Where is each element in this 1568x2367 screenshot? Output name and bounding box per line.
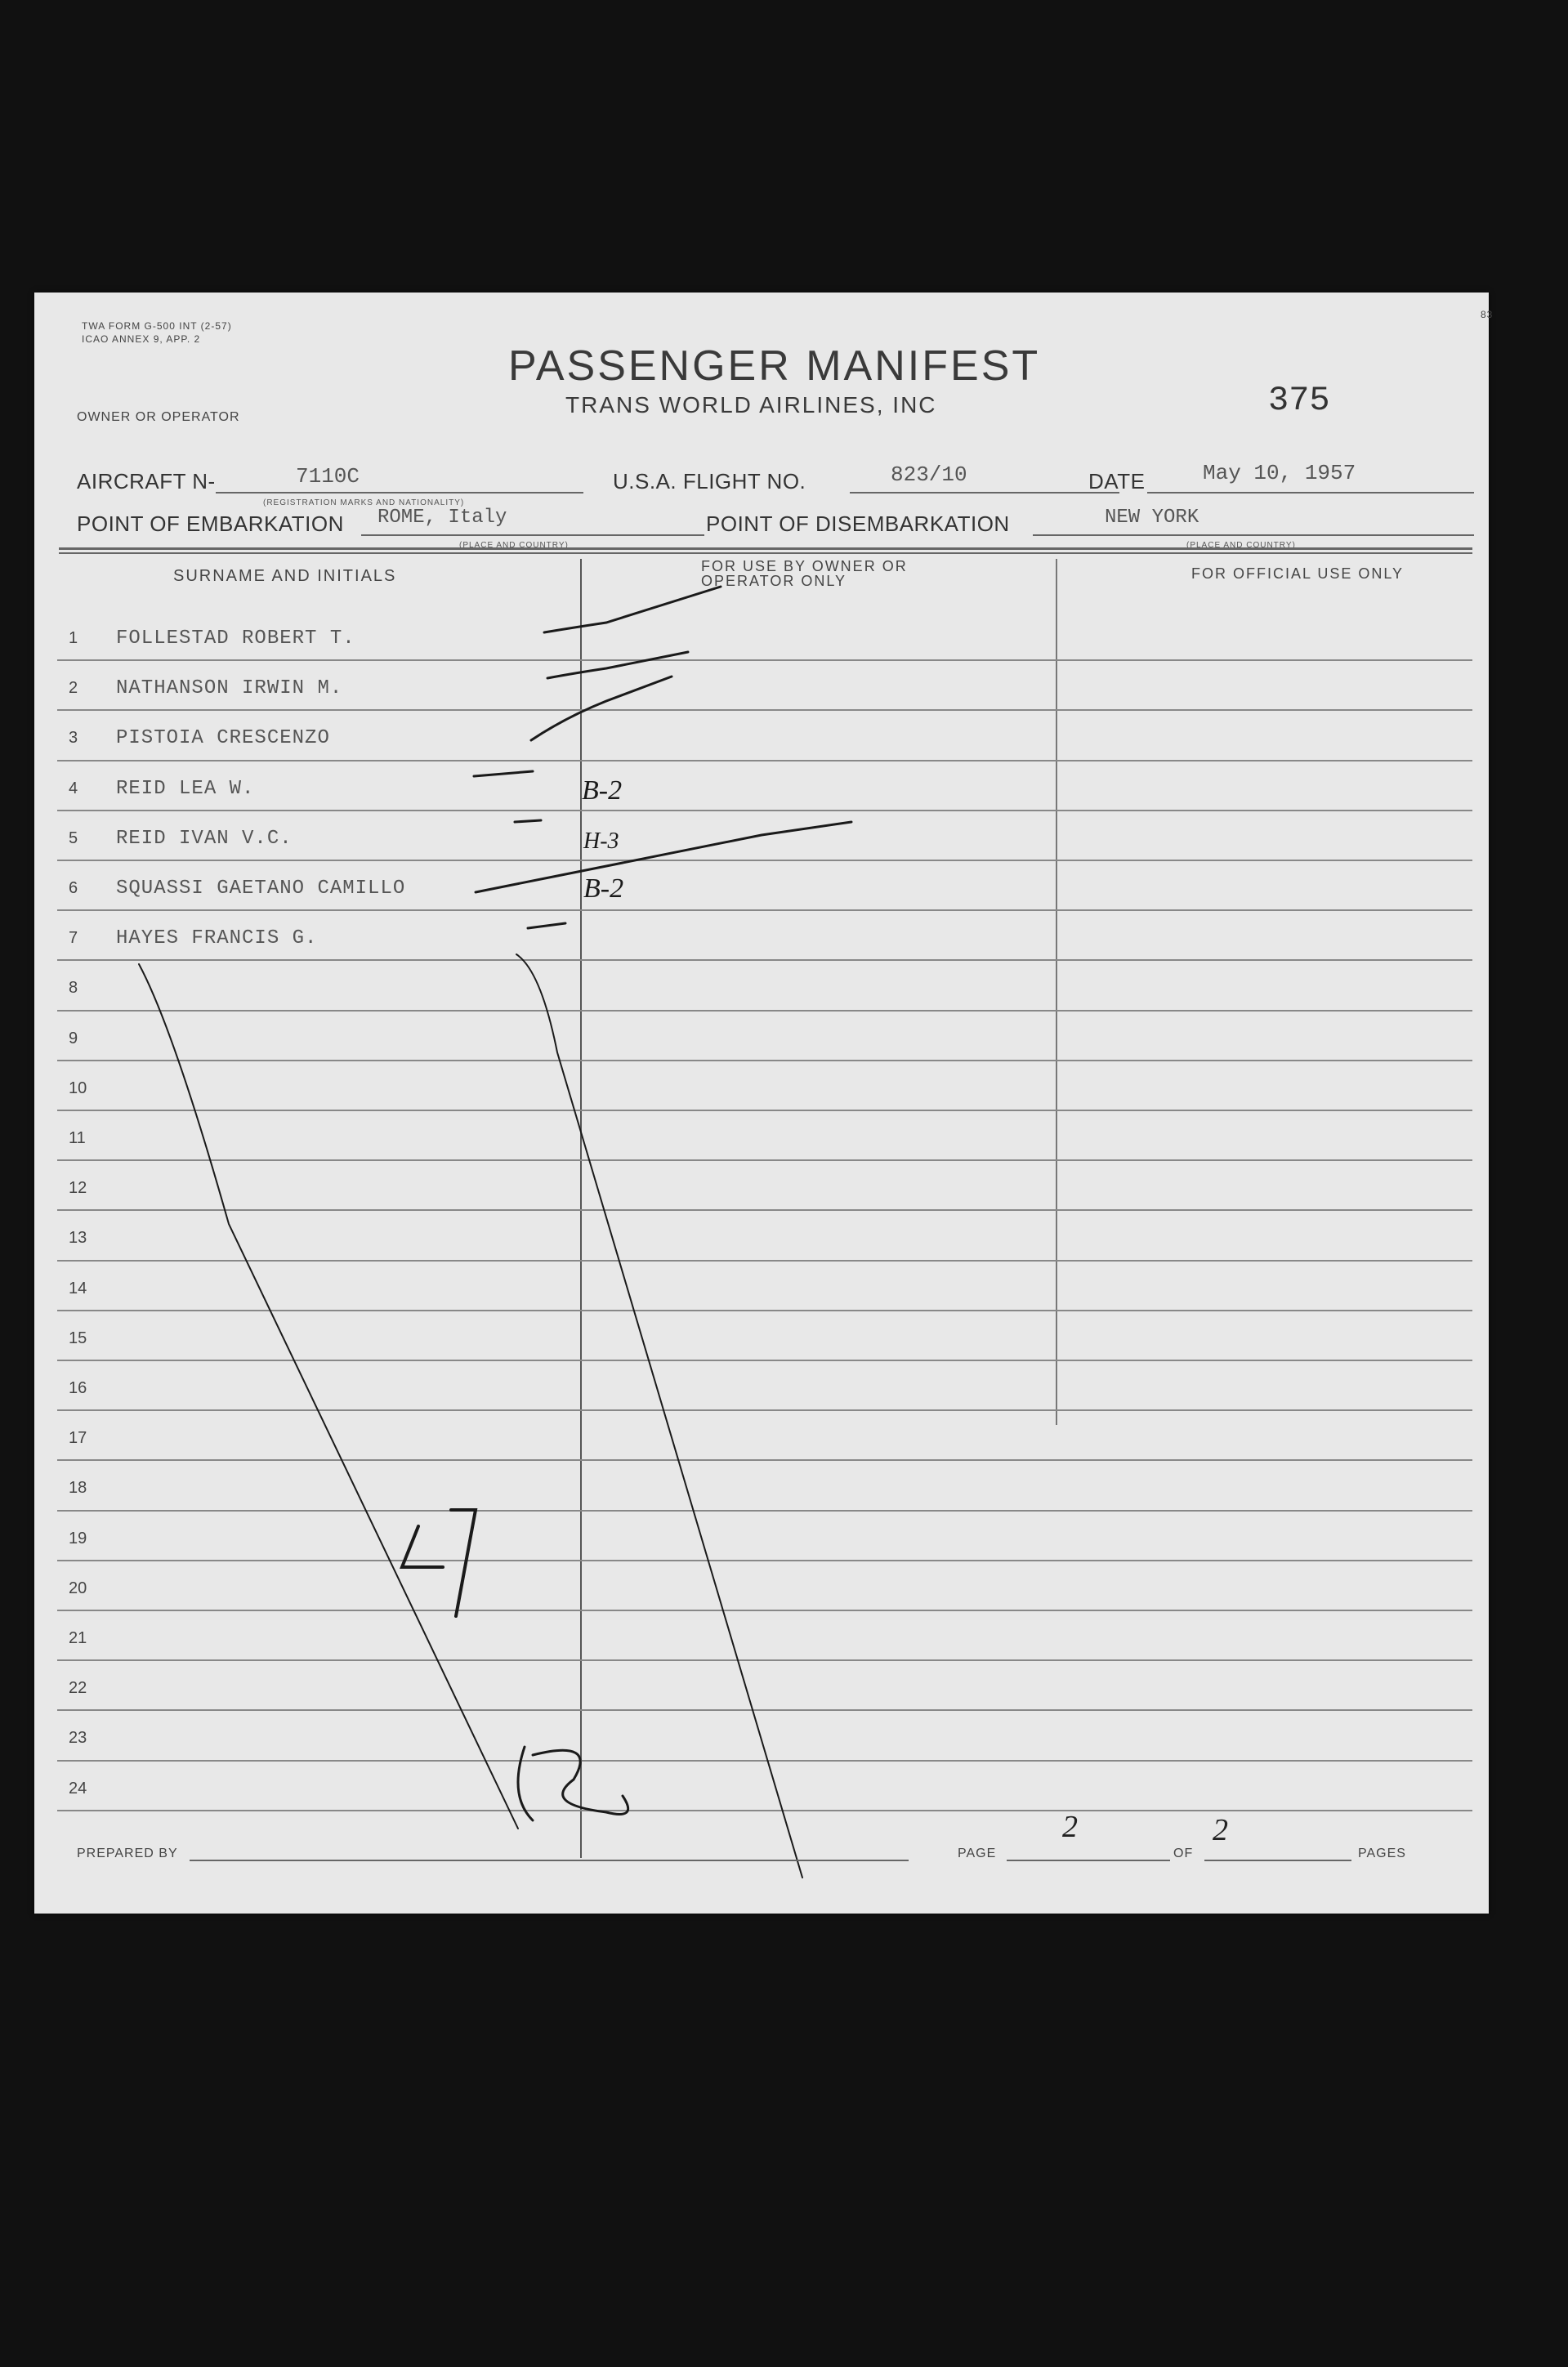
check-mark-1 (544, 587, 721, 632)
embarkation-caption: (PLACE AND COUNTRY) (459, 541, 569, 550)
row-number: 1 (69, 629, 78, 647)
tally-4 (402, 1526, 443, 1567)
row-number: 20 (69, 1579, 87, 1597)
official-use-header: FOR OFFICIAL USE ONLY (1191, 565, 1405, 582)
row-number: 24 (69, 1779, 87, 1798)
row-number: 7 (69, 929, 78, 948)
check-mark-3 (531, 677, 672, 740)
of-label: OF (1173, 1847, 1194, 1860)
row-number: 9 (69, 1029, 78, 1047)
row-number: 18 (69, 1479, 87, 1498)
page-value: 2 (1062, 1810, 1078, 1844)
row-number: 17 (69, 1429, 87, 1448)
row-number: 13 (69, 1229, 87, 1248)
handwritten-marks (34, 293, 1489, 1914)
corner-number: 83 (1481, 309, 1494, 320)
date-value: May 10, 1957 (1203, 461, 1356, 485)
row-number: 15 (69, 1329, 87, 1347)
initials-scribble (518, 1747, 628, 1820)
aircraft-caption: (REGISTRATION MARKS AND NATIONALITY) (263, 498, 465, 507)
row-number: 23 (69, 1729, 87, 1748)
tally-7 (451, 1510, 476, 1616)
passenger-name: PISTOIA CRESCENZO (116, 727, 330, 750)
seat-code-6: B-2 (583, 873, 624, 904)
disembarkation-value: NEW YORK (1105, 507, 1199, 529)
of-value: 2 (1213, 1813, 1228, 1847)
surname-header: SURNAME AND INITIALS (173, 567, 397, 585)
row-number: 5 (69, 828, 78, 847)
passenger-name: REID IVAN V.C. (116, 827, 293, 850)
row-number: 3 (69, 729, 78, 748)
aircraft-label: AIRCRAFT N- (77, 469, 216, 493)
row-number: 14 (69, 1279, 87, 1297)
row-number: 8 (69, 979, 78, 998)
check-mark-2 (547, 652, 688, 678)
row-number: 21 (69, 1629, 87, 1647)
row-number: 19 (69, 1529, 87, 1547)
page-label: PAGE (958, 1847, 997, 1860)
row-number: 2 (69, 679, 78, 698)
diagonal-right (516, 954, 802, 1878)
manifest-sheet (34, 293, 1494, 1914)
dash-7 (528, 923, 565, 928)
row-number: 10 (69, 1079, 87, 1097)
dash-4 (474, 771, 533, 776)
row-number: 16 (69, 1379, 87, 1397)
stroke-6 (476, 822, 851, 892)
embarkation-label: POINT OF EMBARKATION (77, 511, 344, 536)
aircraft-value: 7110C (296, 464, 360, 489)
passenger-name: NATHANSON IRWIN M. (116, 677, 343, 700)
embarkation-value: ROME, Italy (377, 507, 507, 529)
seat-code-5: H-3 (583, 828, 619, 854)
passenger-name: HAYES FRANCIS G. (116, 927, 318, 950)
airline-name: TRANS WORLD AIRLINES, INC (565, 392, 937, 418)
row-number: 6 (69, 879, 78, 897)
page-title: PASSENGER MANIFEST (508, 342, 1041, 390)
row-number: 12 (69, 1179, 87, 1198)
date-label: DATE (1088, 469, 1146, 493)
disembarkation-label: POINT OF DISEMBARKATION (706, 511, 1010, 536)
icao-code: ICAO ANNEX 9, APP. 2 (82, 333, 201, 345)
row-number: 4 (69, 779, 78, 797)
owner-use-header: FOR USE BY OWNER OR OPERATOR ONLY (701, 558, 908, 589)
passenger-name: REID LEA W. (116, 777, 255, 800)
owner-label: OWNER OR OPERATOR (77, 410, 240, 424)
pages-label: PAGES (1358, 1847, 1406, 1860)
form-code: TWA FORM G-500 INT (2-57) (82, 320, 232, 332)
flight-value: 823/10 (891, 462, 967, 487)
passenger-name: SQUASSI GAETANO CAMILLO (116, 878, 406, 900)
diagonal-left (139, 964, 518, 1829)
document-number: 375 (1268, 381, 1330, 420)
prepared-label: PREPARED BY (77, 1847, 178, 1860)
row-number: 22 (69, 1679, 87, 1698)
seat-code-4: B-2 (582, 775, 623, 806)
flight-label: U.S.A. FLIGHT NO. (613, 469, 806, 493)
disembarkation-caption: (PLACE AND COUNTRY) (1186, 541, 1296, 550)
dash-5 (515, 820, 541, 822)
row-number: 11 (69, 1129, 86, 1147)
passenger-name: FOLLESTAD ROBERT T. (116, 627, 355, 650)
